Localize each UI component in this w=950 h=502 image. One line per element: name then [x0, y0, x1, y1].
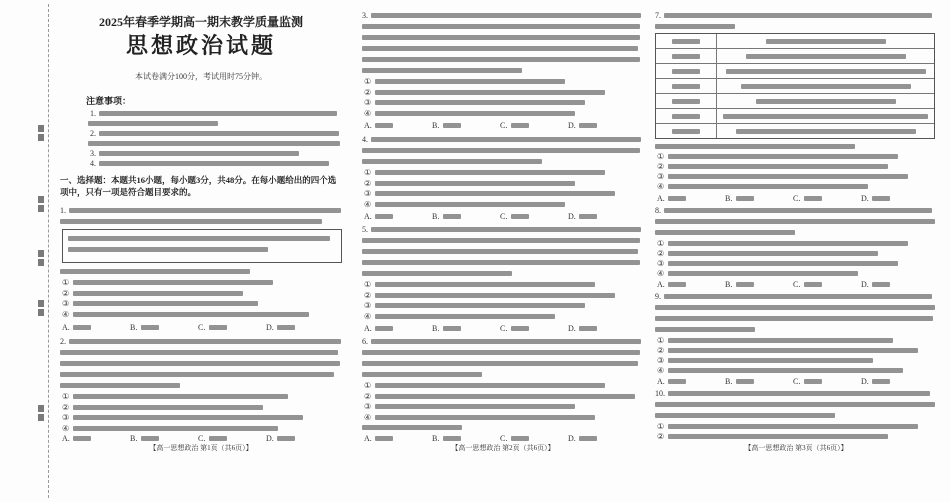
binding-margin-mark: [38, 259, 44, 266]
text-line: [668, 271, 858, 276]
text-line: [375, 100, 585, 105]
text-line: [60, 350, 338, 355]
text-line: [375, 90, 605, 95]
question-number: 8.: [655, 206, 661, 215]
text-line: [375, 436, 393, 441]
text-line: [73, 280, 273, 285]
option-a: A.: [62, 323, 70, 332]
table-row: [656, 49, 934, 64]
table-row: [656, 94, 934, 109]
text-line: [362, 148, 640, 153]
notice-heading: 注意事项：: [86, 96, 132, 106]
item-number-3: ③: [364, 402, 372, 411]
text-line: [375, 191, 615, 196]
text-line: [668, 174, 908, 179]
notice-item-number: 3.: [90, 149, 96, 158]
text-line: [60, 219, 322, 224]
text-line: [277, 436, 295, 441]
option-d: D.: [266, 323, 274, 332]
text-line: [68, 247, 268, 252]
text-line: [655, 402, 935, 407]
text-line: [668, 379, 686, 384]
text-line: [371, 227, 641, 232]
item-number-3: ③: [62, 299, 70, 308]
text-line: [375, 79, 565, 84]
item-number-4: ④: [364, 311, 372, 321]
text-line: [668, 282, 686, 287]
text-line: [60, 372, 334, 377]
text-line: [375, 181, 575, 186]
text-line: [375, 415, 595, 420]
binding-margin-mark: [38, 196, 44, 203]
option-a: A.: [364, 434, 372, 443]
text-line: [375, 214, 393, 219]
item-number-1: ①: [364, 280, 372, 289]
material-box: [62, 229, 342, 263]
binding-margin-mark: [38, 250, 44, 257]
exam-title: 2025年春季学期高一期末教学质量监测: [98, 15, 303, 29]
option-d: D.: [568, 324, 576, 333]
text-line: [375, 404, 575, 409]
text-line: [443, 214, 461, 219]
binding-margin-mark: [38, 125, 44, 132]
text-line: [511, 436, 529, 441]
option-c: C.: [500, 212, 508, 221]
text-line: [73, 405, 263, 410]
text-line: [68, 236, 330, 241]
option-d: D.: [861, 280, 869, 289]
text-line: [668, 261, 898, 266]
question-number: 6.: [362, 337, 368, 346]
text-line: [664, 294, 932, 299]
item-number-1: ①: [364, 381, 372, 390]
text-line: [668, 358, 873, 363]
option-c: C.: [793, 194, 801, 203]
item-number-3: ③: [364, 301, 372, 310]
text-line: [69, 208, 341, 213]
text-line: [362, 271, 512, 276]
option-c: C.: [793, 377, 801, 386]
option-d: D.: [568, 434, 576, 443]
binding-margin-mark: [38, 300, 44, 307]
text-line: [99, 131, 339, 136]
item-number-1: ①: [657, 239, 665, 248]
text-line: [668, 251, 878, 256]
text-line: [99, 111, 337, 116]
text-line: [73, 291, 243, 296]
option-d: D.: [266, 434, 274, 443]
text-line: [375, 293, 615, 298]
text-line: [668, 154, 898, 159]
item-number-2: ②: [364, 290, 372, 300]
item-number-2: ②: [62, 288, 70, 298]
text-line: [375, 170, 605, 175]
option-b: B.: [130, 434, 138, 443]
item-number-1: ①: [364, 77, 372, 86]
section-heading: 一、选择题：本题共16小题，每小题3分，共48分。在每小题给出的四个选项中，只有一项是符合题目要求的。: [60, 175, 337, 197]
item-number-3: ③: [62, 413, 70, 422]
text-line: [362, 159, 542, 164]
option-c: C.: [198, 434, 206, 443]
text-line: [655, 316, 933, 321]
text-line: [668, 241, 908, 246]
option-c: C.: [500, 121, 508, 130]
item-number-2: ②: [364, 178, 372, 188]
text-line: [73, 301, 258, 306]
text-line: [375, 326, 393, 331]
text-line: [362, 249, 638, 254]
text-line: [362, 350, 640, 355]
page-footer: 【高一思想政治 第2页（共6页）】: [451, 444, 555, 452]
text-line: [655, 144, 855, 149]
text-line: [655, 230, 795, 235]
text-line: [99, 151, 299, 156]
text-line: [664, 13, 932, 18]
option-b: B.: [432, 434, 440, 443]
option-b: B.: [432, 324, 440, 333]
question-number: 2.: [60, 337, 66, 346]
question-number: 10.: [655, 389, 665, 398]
notice-item-number: 1.: [90, 109, 96, 118]
item-number-3: ③: [657, 172, 665, 181]
item-number-2: ②: [364, 391, 372, 401]
text-line: [73, 394, 288, 399]
binding-margin-mark: [38, 134, 44, 141]
text-line: [371, 137, 641, 142]
subject-title: 思想政治试题: [125, 33, 276, 58]
text-line: [736, 282, 754, 287]
page-footer: 【高一思想政治 第3页（共6页）】: [744, 444, 848, 452]
text-line: [804, 282, 822, 287]
text-line: [277, 325, 295, 330]
text-line: [375, 202, 565, 207]
option-b: B.: [130, 323, 138, 332]
option-b: B.: [432, 121, 440, 130]
text-line: [141, 436, 159, 441]
binding-margin-mark: [38, 414, 44, 421]
timeline-table: [655, 33, 935, 139]
table-row: [656, 34, 934, 49]
text-line: [60, 383, 180, 388]
option-a: A.: [364, 121, 372, 130]
text-line: [804, 379, 822, 384]
text-line: [511, 214, 529, 219]
item-number-2: ②: [657, 432, 665, 441]
text-line: [668, 368, 903, 373]
option-b: B.: [725, 377, 733, 386]
option-a: A.: [364, 324, 372, 333]
option-c: C.: [793, 280, 801, 289]
text-line: [209, 436, 227, 441]
option-a: A.: [62, 434, 70, 443]
option-b: B.: [725, 280, 733, 289]
item-number-4: ④: [62, 423, 70, 433]
text-line: [99, 161, 329, 166]
item-number-1: ①: [657, 152, 665, 161]
text-line: [443, 436, 461, 441]
text-line: [872, 282, 890, 287]
text-line: [362, 361, 638, 366]
option-c: C.: [500, 324, 508, 333]
text-line: [668, 164, 888, 169]
text-line: [579, 214, 597, 219]
text-line: [362, 372, 482, 377]
text-line: [655, 413, 835, 418]
table-row: [656, 109, 934, 124]
text-line: [141, 325, 159, 330]
text-line: [73, 312, 309, 317]
text-line: [664, 208, 932, 213]
item-number-2: ②: [657, 162, 665, 171]
item-number-4: ④: [657, 182, 665, 191]
item-number-1: ①: [657, 336, 665, 345]
text-line: [88, 141, 340, 146]
binding-line: [48, 4, 49, 498]
question-number: 5.: [362, 225, 368, 234]
option-b: B.: [725, 194, 733, 203]
text-line: [362, 24, 640, 29]
item-number-2: ②: [657, 249, 665, 258]
page-footer: 【高一思想政治 第1页（共6页）】: [149, 444, 253, 452]
item-number-3: ③: [364, 189, 372, 198]
table-row: [656, 124, 934, 138]
text-line: [579, 123, 597, 128]
option-b: B.: [432, 212, 440, 221]
item-number-1: ①: [62, 392, 70, 401]
option-d: D.: [861, 194, 869, 203]
item-number-4: ④: [364, 108, 372, 118]
text-line: [371, 339, 641, 344]
text-line: [69, 339, 341, 344]
text-line: [804, 196, 822, 201]
text-line: [73, 415, 303, 420]
text-line: [375, 111, 575, 116]
text-line: [375, 383, 605, 388]
text-line: [579, 326, 597, 331]
item-number-2: ②: [657, 346, 665, 355]
table-row: [656, 64, 934, 79]
option-d: D.: [568, 121, 576, 130]
text-line: [668, 338, 893, 343]
item-number-3: ③: [657, 259, 665, 268]
text-line: [375, 123, 393, 128]
option-a: A.: [657, 280, 665, 289]
item-number-1: ①: [62, 278, 70, 287]
question-number: 7.: [655, 11, 661, 20]
text-line: [668, 391, 930, 396]
item-number-4: ④: [364, 412, 372, 422]
item-number-4: ④: [657, 269, 665, 278]
item-number-1: ①: [657, 422, 665, 431]
text-line: [655, 305, 935, 310]
text-line: [668, 434, 888, 439]
question-number: 4.: [362, 135, 368, 144]
text-line: [668, 196, 686, 201]
text-line: [73, 325, 91, 330]
text-line: [655, 24, 735, 29]
item-number-3: ③: [657, 356, 665, 365]
table-row: [656, 79, 934, 94]
question-number: 1.: [60, 206, 66, 215]
text-line: [371, 13, 641, 18]
notice-item-number: 2.: [90, 129, 96, 138]
text-line: [362, 260, 640, 265]
binding-margin-mark: [38, 205, 44, 212]
notice-item-number: 4.: [90, 159, 96, 168]
exam-info: 本试卷满分100分，考试用时75分钟。: [135, 72, 267, 81]
text-line: [668, 348, 918, 353]
item-number-2: ②: [364, 87, 372, 97]
text-line: [375, 282, 595, 287]
text-line: [362, 68, 522, 73]
text-line: [579, 436, 597, 441]
text-line: [60, 361, 340, 366]
text-line: [209, 325, 227, 330]
text-line: [872, 196, 890, 201]
text-line: [375, 394, 635, 399]
text-line: [73, 436, 91, 441]
binding-margin-mark: [38, 309, 44, 316]
text-line: [655, 219, 935, 224]
item-number-3: ③: [364, 98, 372, 107]
option-a: A.: [657, 194, 665, 203]
text-line: [655, 327, 755, 332]
text-line: [362, 35, 640, 40]
item-number-4: ④: [364, 199, 372, 209]
text-line: [362, 425, 462, 430]
text-line: [668, 424, 918, 429]
text-line: [362, 57, 640, 62]
text-line: [362, 238, 640, 243]
text-line: [362, 46, 638, 51]
option-a: A.: [364, 212, 372, 221]
text-line: [736, 196, 754, 201]
text-line: [872, 379, 890, 384]
item-number-2: ②: [62, 402, 70, 412]
text-line: [668, 184, 868, 189]
item-number-4: ④: [657, 366, 665, 375]
text-line: [443, 123, 461, 128]
text-line: [73, 426, 278, 431]
option-d: D.: [861, 377, 869, 386]
text-line: [375, 303, 585, 308]
option-c: C.: [198, 323, 206, 332]
binding-margin-mark: [38, 405, 44, 412]
option-a: A.: [657, 377, 665, 386]
text-line: [443, 326, 461, 331]
item-number-1: ①: [364, 168, 372, 177]
text-line: [60, 269, 250, 274]
text-line: [511, 326, 529, 331]
option-d: D.: [568, 212, 576, 221]
text-line: [88, 121, 218, 126]
option-c: C.: [500, 434, 508, 443]
question-number: 3.: [362, 11, 368, 20]
item-number-4: ④: [62, 309, 70, 319]
question-number: 9.: [655, 292, 661, 301]
text-line: [375, 314, 555, 319]
text-line: [736, 379, 754, 384]
text-line: [511, 123, 529, 128]
